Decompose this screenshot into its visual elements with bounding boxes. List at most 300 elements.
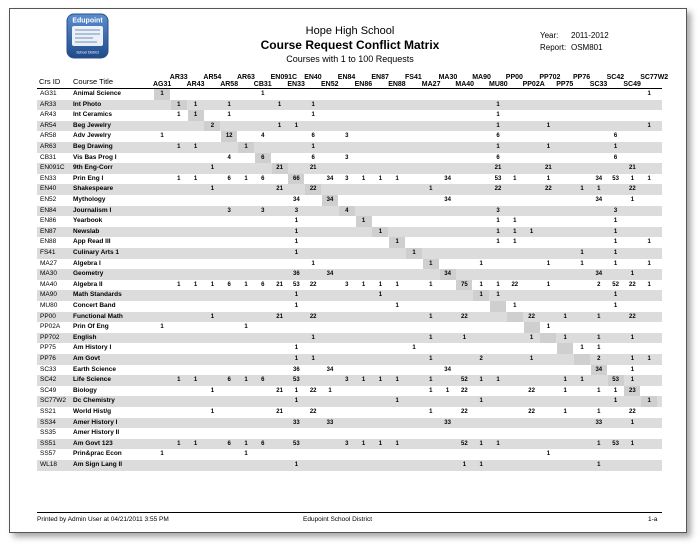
conflict-count: 1: [513, 218, 517, 225]
year-meta: [540, 31, 609, 40]
course-title: Earth Science: [73, 365, 116, 373]
conflict-count: 1: [378, 228, 383, 235]
col-header-ma27: MA27: [421, 81, 441, 88]
col-header-mu80: MU80: [489, 81, 508, 88]
conflict-count: 1: [613, 260, 618, 267]
course-id: EN33: [40, 174, 57, 182]
course-title: Algebra I: [73, 259, 101, 267]
matrix-row: [37, 322, 662, 333]
conflict-count: 1: [496, 440, 500, 447]
conflict-count: 1: [613, 398, 618, 405]
conflict-count: 1: [210, 165, 215, 172]
conflict-count: 1: [244, 144, 248, 150]
conflict-count: 22: [309, 281, 317, 288]
conflict-count: 33: [595, 419, 603, 426]
course-id: SS35: [40, 429, 56, 437]
conflict-count: 1: [395, 175, 399, 182]
conflict-count: 36: [293, 366, 300, 373]
conflict-count: 1: [647, 175, 651, 182]
report-meta: [540, 43, 603, 52]
conflict-count: 1: [479, 462, 483, 468]
conflict-count: 6: [261, 154, 265, 161]
matrix-row: [37, 269, 662, 280]
conflict-count: 1: [177, 281, 181, 288]
conflict-count: 34: [595, 271, 603, 278]
conflict-count: 1: [513, 239, 517, 246]
svg-text:School District: School District: [76, 50, 99, 55]
col-header-ar54: AR54: [203, 74, 222, 81]
conflict-count: 2: [597, 281, 601, 288]
col-header-en87: EN87: [371, 74, 389, 81]
conflict-count: 1: [580, 377, 584, 384]
course-title: Math Standards: [73, 291, 122, 299]
conflict-count: 6: [311, 133, 315, 140]
course-title: Amer History I: [73, 418, 118, 426]
conflict-count: 3: [294, 207, 299, 214]
course-id: SC42: [40, 376, 57, 384]
conflict-count: 2: [479, 356, 483, 362]
year-label: Year:: [540, 31, 559, 40]
conflict-count: 1: [630, 334, 635, 341]
conflict-count: 1: [294, 462, 299, 468]
conflict-count: 1: [546, 451, 551, 458]
conflict-count: 1: [546, 260, 551, 267]
report-label: Report:: [540, 43, 567, 52]
course-title: Life Science: [73, 376, 111, 384]
conflict-count: 1: [613, 387, 618, 394]
matrix-row: [37, 396, 662, 407]
conflict-count: 34: [444, 197, 451, 203]
matrix-row: [37, 386, 662, 397]
report-value: OSM801: [571, 43, 603, 52]
conflict-count: 1: [546, 144, 551, 150]
conflict-count: 53: [612, 175, 619, 182]
matrix-row: [37, 280, 662, 291]
conflict-count: 1: [378, 292, 383, 299]
conflict-count: 1: [647, 260, 651, 267]
conflict-count: 1: [563, 377, 567, 384]
conflict-count: 53: [293, 281, 300, 288]
matrix-row: [37, 365, 662, 376]
conflict-count: 1: [630, 440, 635, 447]
diagonal-cell: [557, 343, 573, 354]
conflict-count: 1: [429, 409, 433, 415]
diagonal-cell: [490, 301, 506, 312]
conflict-count: 1: [496, 281, 500, 288]
conflict-count: 1: [227, 101, 231, 108]
matrix-row: [37, 333, 662, 344]
conflict-count: 1: [597, 186, 601, 193]
conflict-count: 1: [277, 101, 282, 108]
conflict-count: 22: [309, 313, 317, 320]
conflict-count: 34: [444, 175, 451, 182]
course-title: Algebra II: [73, 280, 103, 288]
conflict-count: 22: [461, 387, 468, 394]
course-id: AR58: [40, 132, 57, 140]
course-title: Shakespeare: [73, 185, 114, 193]
conflict-count: 4: [227, 154, 231, 161]
conflict-count: 1: [193, 175, 198, 182]
conflict-count: 1: [193, 101, 198, 108]
conflict-count: 1: [563, 334, 567, 341]
course-title: Journalism I: [73, 206, 112, 214]
conflict-count: 1: [529, 356, 534, 362]
conflict-count: 1: [529, 334, 534, 341]
conflict-count: 22: [461, 409, 468, 415]
conflict-count: 4: [345, 207, 349, 214]
col-header-ar63: AR63: [237, 74, 255, 81]
conflict-count: 34: [293, 197, 300, 203]
course-title: Amer History II: [73, 429, 120, 437]
conflict-count: 52: [612, 281, 619, 288]
conflict-count: 1: [361, 175, 366, 182]
conflict-count: 1: [513, 228, 517, 235]
conflict-count: 22: [494, 186, 502, 193]
conflict-count: 3: [613, 207, 618, 214]
footer-divider: [37, 512, 662, 513]
conflict-count: 1: [244, 324, 248, 331]
edupoint-logo: [64, 12, 111, 61]
conflict-count: 1: [294, 345, 299, 352]
col-header-en86: EN86: [354, 81, 373, 88]
conflict-count: 1: [294, 250, 299, 256]
conflict-count: 1: [294, 122, 299, 129]
conflict-count: 3: [345, 281, 349, 288]
course-title: Prin&prac Econ: [73, 450, 122, 458]
conflict-count: 1: [613, 144, 618, 150]
course-id: EN87: [40, 227, 57, 235]
course-title: Yearbook: [73, 217, 103, 225]
conflict-count: 1: [647, 239, 651, 246]
col-header-en40: EN40: [304, 74, 322, 81]
conflict-count: 1: [177, 440, 181, 447]
conflict-count: 1: [311, 334, 315, 341]
conflict-count: 22: [629, 313, 636, 320]
matrix-row: [37, 174, 662, 185]
conflict-count: 1: [294, 228, 299, 235]
conflict-count: 1: [445, 387, 450, 394]
course-title: Int Ceramics: [73, 111, 113, 119]
conflict-count: 1: [630, 175, 635, 182]
matrix-row: [37, 100, 662, 111]
conflict-count: 1: [378, 440, 383, 447]
conflict-count: 52: [461, 440, 468, 447]
conflict-count: 22: [511, 281, 519, 288]
matrix-row: [37, 312, 662, 323]
conflict-count: 1: [294, 292, 299, 299]
col-header-ar43: AR43: [186, 81, 205, 88]
conflict-count: 1: [361, 218, 366, 225]
conflict-count: 34: [595, 197, 603, 203]
course-title: Beg Drawing: [73, 143, 113, 150]
matrix-row: [37, 449, 662, 460]
conflict-count: 1: [630, 377, 635, 384]
col-header-pp02a: PP02A: [522, 81, 545, 88]
conflict-count: 33: [326, 419, 334, 426]
conflict-count: 34: [595, 366, 603, 373]
conflict-count: 1: [193, 281, 198, 288]
conflict-count: 22: [545, 186, 552, 193]
conflict-count: 1: [496, 218, 500, 225]
conflict-count: 1: [563, 313, 567, 320]
matrix-row: [37, 237, 662, 248]
conflict-count: 66: [293, 175, 300, 182]
conflict-count: 53: [293, 440, 300, 447]
conflict-count: 1: [311, 112, 315, 119]
conflict-count: 1: [597, 313, 601, 320]
conflict-count: 1: [546, 175, 551, 182]
report-subtitle: Courses with 1 to 100 Requests: [286, 54, 414, 64]
col-header-cb31: CB31: [253, 81, 272, 88]
conflict-count: 1: [395, 303, 399, 309]
conflict-count: 1: [630, 271, 635, 278]
conflict-count: 3: [345, 440, 349, 447]
page-number: 1-a: [648, 516, 658, 523]
conflict-count: 3: [227, 207, 231, 214]
matrix-row: [37, 121, 662, 132]
conflict-count: 1: [177, 175, 181, 182]
conflict-count: 1: [294, 218, 299, 225]
conflict-count: 1: [429, 377, 433, 384]
diagonal-cell: [540, 333, 556, 344]
conflict-count: 1: [160, 133, 164, 140]
conflict-count: 1: [328, 387, 332, 394]
conflict-count: 34: [444, 366, 451, 373]
conflict-count: 1: [395, 239, 399, 246]
conflict-count: 53: [494, 175, 502, 182]
conflict-count: 1: [412, 345, 416, 352]
conflict-count: 1: [210, 186, 215, 193]
conflict-count: 23: [629, 387, 636, 394]
conflict-count: 1: [244, 281, 248, 288]
conflict-count: 1: [563, 409, 567, 415]
col-header-en091c: EN091C: [270, 74, 298, 81]
diagonal-cell: [524, 322, 540, 333]
conflict-count: 1: [546, 281, 551, 288]
conflict-matrix: [37, 89, 662, 504]
conflict-count: 1: [294, 303, 299, 309]
col-header-ar33: AR33: [169, 74, 188, 81]
course-id: PP76: [40, 355, 56, 362]
conflict-count: 6: [261, 175, 265, 182]
conflict-count: 3: [496, 207, 500, 214]
conflict-count: 1: [429, 260, 433, 267]
course-id: PP75: [40, 344, 56, 352]
course-title: Prin Of Eng: [73, 323, 109, 331]
conflict-count: 1: [160, 91, 164, 97]
conflict-count: 6: [496, 154, 500, 161]
conflict-count: 1: [429, 334, 433, 341]
conflict-count: 1: [580, 345, 584, 352]
col-header-ma30: MA30: [438, 74, 458, 81]
course-title: Biology: [73, 386, 97, 394]
conflict-count: 2: [597, 356, 601, 362]
crs-id-header: Crs ID: [39, 77, 61, 86]
conflict-count: 1: [630, 197, 635, 203]
course-title: Am Sign Lang II: [73, 461, 123, 468]
course-id: SS21: [40, 408, 56, 415]
course-id: AR54: [40, 121, 57, 129]
matrix-row: [37, 142, 662, 153]
conflict-count: 1: [630, 419, 635, 426]
conflict-count: 6: [227, 281, 231, 288]
conflict-count: 1: [647, 122, 651, 129]
conflict-count: 34: [444, 271, 451, 278]
matrix-row: [37, 163, 662, 174]
matrix-row: [37, 343, 662, 354]
course-id: EN091C: [40, 164, 65, 172]
conflict-count: 21: [629, 165, 636, 172]
course-id: MU80: [40, 302, 58, 309]
conflict-count: 1: [277, 122, 282, 129]
course-title: Prin Eng I: [73, 174, 104, 182]
conflict-count: 1: [597, 334, 601, 341]
diagonal-cell: [507, 312, 523, 323]
conflict-count: 12: [225, 133, 233, 140]
conflict-count: 34: [326, 175, 334, 182]
col-header-sc49: SC49: [623, 81, 641, 88]
conflict-count: 1: [597, 440, 601, 447]
conflict-count: 1: [513, 303, 517, 309]
conflict-count: 1: [244, 377, 248, 384]
matrix-row: [37, 259, 662, 270]
conflict-count: 1: [496, 228, 500, 235]
col-header-pp00: PP00: [505, 74, 523, 81]
course-id: SS34: [40, 418, 56, 426]
conflict-count: 1: [244, 440, 248, 447]
conflict-count: 1: [630, 356, 635, 362]
conflict-count: 1: [613, 239, 618, 246]
conflict-count: 1: [210, 387, 215, 394]
conflict-count: 1: [227, 112, 231, 119]
conflict-count: 1: [311, 144, 315, 150]
conflict-count: 34: [326, 197, 334, 203]
col-header-sc77w2: SC77W2: [640, 74, 669, 81]
col-header-sc42: SC42: [606, 74, 625, 81]
conflict-count: 1: [479, 281, 483, 288]
conflict-count: 1: [160, 324, 164, 331]
conflict-count: 1: [496, 292, 500, 299]
conflict-count: 1: [479, 292, 483, 299]
conflict-count: 1: [395, 440, 399, 447]
conflict-count: 1: [597, 345, 601, 352]
conflict-count: 21: [545, 165, 552, 172]
conflict-count: 1: [580, 186, 584, 193]
matrix-row: [37, 110, 662, 121]
conflict-count: 1: [429, 281, 433, 288]
conflict-count: 1: [311, 260, 315, 267]
conflict-count: 52: [461, 377, 468, 384]
course-id: FS41: [40, 249, 56, 256]
conflict-count: 6: [496, 133, 500, 140]
matrix-row: [37, 248, 662, 259]
course-title: Dc Chemistry: [73, 397, 115, 405]
course-id: EN52: [40, 196, 57, 203]
conflict-count: 1: [513, 175, 517, 182]
conflict-count: 1: [244, 451, 248, 458]
matrix-row: [37, 290, 662, 301]
conflict-count: 1: [294, 356, 299, 362]
school-name: Hope High School: [305, 25, 395, 37]
conflict-count: 1: [311, 356, 315, 362]
conflict-count: 1: [496, 101, 500, 108]
conflict-count: 22: [309, 409, 317, 415]
conflict-count: 6: [311, 154, 315, 161]
conflict-count: 21: [494, 165, 502, 172]
conflict-count: 3: [345, 154, 349, 161]
course-title: Int Photo: [73, 100, 102, 108]
conflict-count: 1: [311, 101, 315, 108]
col-header-ag31: AG31: [153, 81, 172, 88]
course-id: AG31: [40, 90, 57, 97]
matrix-row: [37, 153, 662, 164]
conflict-count: 6: [227, 440, 231, 447]
course-id: MA27: [40, 259, 57, 267]
col-header-pp76: PP76: [573, 74, 591, 81]
conflict-count: 21: [276, 387, 283, 394]
matrix-row: [37, 216, 662, 227]
conflict-count: 1: [479, 440, 483, 447]
conflict-count: 1: [193, 144, 198, 150]
col-header-pp702: PP702: [539, 74, 561, 81]
course-id: SC77W2: [40, 397, 67, 405]
conflict-count: 34: [326, 366, 334, 373]
course-id: EN84: [40, 206, 57, 214]
conflict-count: 1: [378, 281, 383, 288]
conflict-count: 53: [612, 440, 619, 447]
conflict-count: 22: [528, 313, 535, 320]
matrix-row: [37, 89, 662, 100]
conflict-count: 1: [496, 112, 500, 119]
conflict-count: 1: [210, 409, 215, 415]
report-page: [9, 8, 687, 533]
conflict-count: 1: [580, 260, 584, 267]
conflict-count: 53: [293, 377, 300, 384]
conflict-count: 1: [496, 144, 500, 150]
conflict-count: 1: [395, 377, 399, 384]
conflict-count: 1: [160, 451, 164, 458]
col-header-en88: EN88: [388, 81, 406, 88]
conflict-count: 6: [227, 377, 231, 384]
conflict-count: 3: [261, 207, 265, 214]
course-title: World Hist/g: [73, 408, 112, 415]
course-title: Geometry: [73, 270, 104, 278]
course-id: PP02A: [40, 323, 61, 331]
conflict-count: 1: [496, 239, 500, 246]
conflict-count: 1: [647, 356, 651, 362]
conflict-count: 75: [461, 281, 468, 288]
conflict-count: 1: [529, 228, 534, 235]
conflict-count: 22: [629, 281, 636, 288]
conflict-count: 21: [276, 409, 283, 415]
conflict-count: 1: [496, 377, 500, 384]
conflict-count: 3: [345, 175, 349, 182]
conflict-count: 1: [177, 101, 181, 108]
course-id: SC49: [40, 386, 57, 394]
col-header-en84: EN84: [337, 74, 356, 81]
course-id: MA30: [40, 270, 57, 278]
conflict-count: 1: [496, 122, 500, 129]
conflict-count: 33: [444, 419, 451, 426]
course-title: Mythology: [73, 196, 106, 203]
col-header-ar58: AR58: [220, 81, 239, 88]
conflict-count: 1: [429, 313, 433, 320]
matrix-row: [37, 301, 662, 312]
course-title: Am Govt 123: [73, 439, 113, 447]
conflict-count: 1: [630, 366, 635, 373]
course-id: PP702: [40, 333, 60, 341]
conflict-count: 21: [276, 313, 283, 320]
